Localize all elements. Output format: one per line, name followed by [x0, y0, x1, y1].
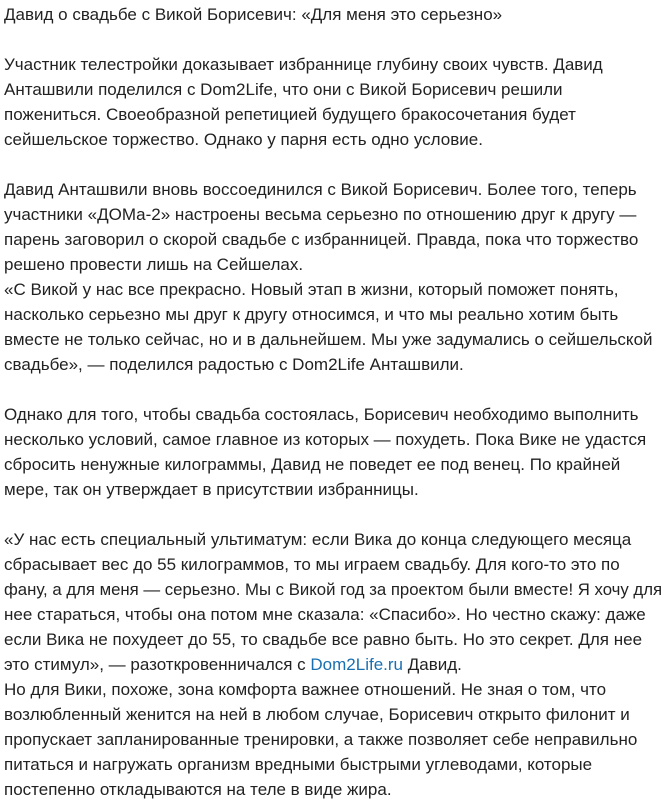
paragraph-conditions — [4, 402, 668, 502]
text-line: участники «ДОМа-2» настроены весьма серьезно по отношению друг к другу — — [4, 205, 637, 224]
spacer — [4, 27, 668, 52]
paragraph-comfort-zone — [4, 677, 668, 802]
text-line: Анташвили поделился с Dom2Life, что они с Викой Борисевич решили — [4, 80, 563, 99]
text-fragment: Давид. — [403, 655, 462, 674]
text-line: свадьбе», — поделился радостью с Dom2Life Анташвили. — [4, 355, 464, 374]
spacer — [4, 152, 668, 177]
text-line-with-link — [4, 652, 668, 677]
text-line: пожениться. Своеобразной репетицией будущего бракосочетания будет — [4, 105, 576, 124]
text-line: несколько условий, самое главное из которых — похудеть. Пока Вике не удастся — [4, 430, 647, 449]
text-line: мере, так он утверждает в присутствии избранницы. — [4, 480, 419, 499]
text-line: питаться и нагружать организм вредными быстрыми углеводами, которые — [4, 755, 593, 774]
article — [4, 0, 668, 802]
text-line: фану, а для меня — серьезно. Мы с Викой год за проектом были вместе! Я хочу для — [4, 580, 663, 599]
text-line: пропускает запланированные тренировки, а также позволяет себе неправильно — [4, 730, 638, 749]
paragraph-ultimatum — [4, 527, 668, 677]
article-title: Давид о свадьбе с Викой Борисевич: «Для меня это серьезно» — [4, 5, 503, 24]
spacer — [4, 377, 668, 402]
text-line: «У нас есть специальный ультиматум: если Вика до конца следующего месяца — [4, 530, 632, 549]
text-line: сейшельское торжество. Однако у парня есть одно условие. — [4, 130, 483, 149]
text-line: Однако для того, чтобы свадьба состоялась, Борисевич необходимо выполнить — [4, 405, 639, 424]
paragraph-intro — [4, 52, 668, 152]
paragraph-quote-david — [4, 277, 668, 377]
text-line: сбрасывает вес до 55 килограммов, то мы играем свадьбу. Для кого-то это по — [4, 555, 620, 574]
spacer — [4, 502, 668, 527]
text-line: постепенно откладываются на теле в виде жира. — [4, 780, 392, 799]
text-line: Участник телестройки доказывает избраннице глубину своих чувств. Давид — [4, 55, 603, 74]
text-line: «С Викой у нас все прекрасно. Новый этап в жизни, который поможет понять, — [4, 280, 619, 299]
text-line: насколько серьезно мы друг к другу относимся, и что мы реально хотим быть — [4, 305, 619, 324]
dom2life-link[interactable]: Dom2Life.ru — [310, 655, 403, 674]
text-line: нее стараться, чтобы она потом мне сказала: «Спасибо». Но честно скажу: даже — [4, 605, 646, 624]
text-line: решено провести лишь на Сейшелах. — [4, 255, 304, 274]
text-line: Но для Вики, похоже, зона комфорта важнее отношений. Не зная о том, что — [4, 680, 607, 699]
text-line: сбросить ненужные килограммы, Давид не поведет ее под венец. По крайней — [4, 455, 621, 474]
text-line: Давид Анташвили вновь воссоединился с Викой Борисевич. Более того, теперь — [4, 180, 637, 199]
text-line: парень заговорил о скорой свадьбе с избранницей. Правда, пока что торжество — [4, 230, 639, 249]
text-line: если Вика не похудеет до 55, то свадьбе все равно быть. Но это секрет. Для нее — [4, 630, 643, 649]
text-fragment: это стимул», — разоткровенничался с — [4, 655, 311, 674]
paragraph-reunion — [4, 177, 668, 277]
text-line: вместе не только сейчас, но и в дальнейшем. Мы уже задумались о сейшельской — [4, 330, 653, 349]
text-line: возлюбленный женится на ней в любом случае, Борисевич открыто филонит и — [4, 705, 630, 724]
